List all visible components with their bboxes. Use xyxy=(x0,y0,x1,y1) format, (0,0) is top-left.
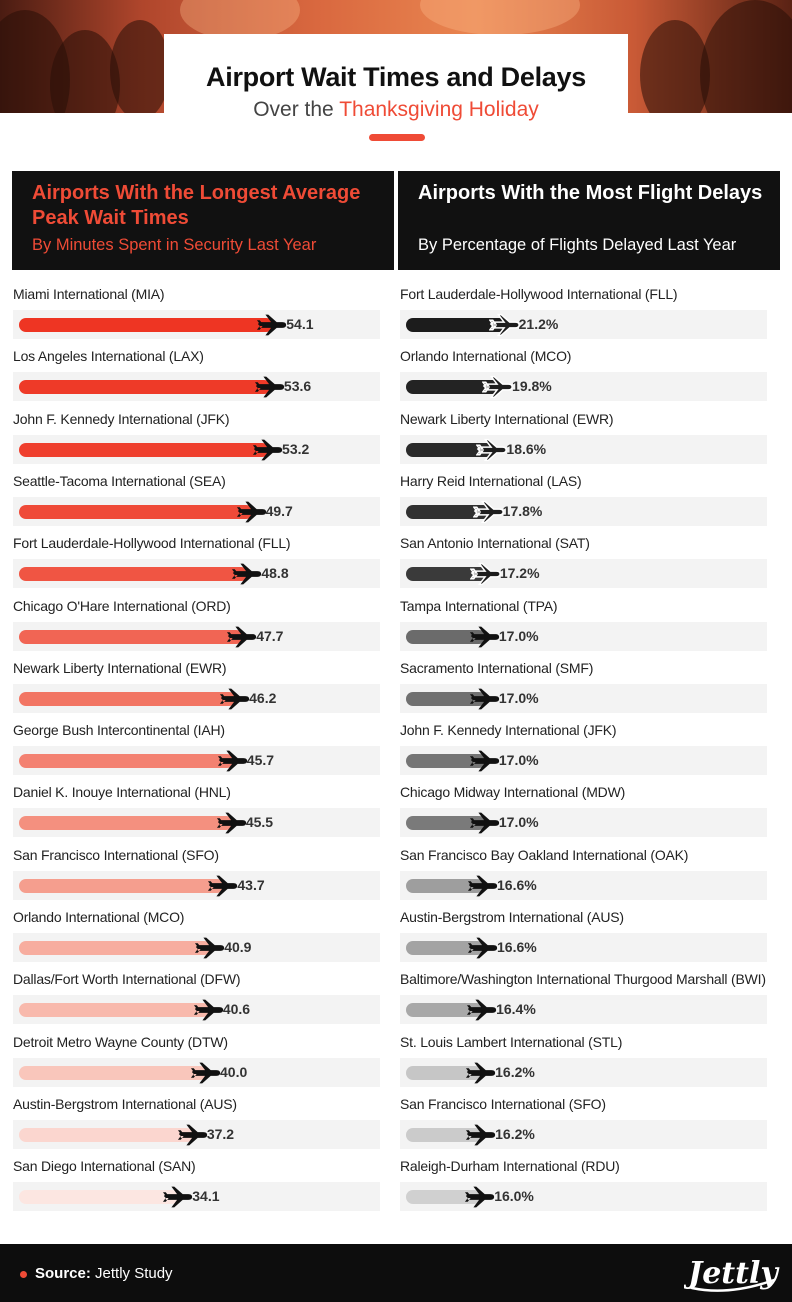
delays-bar-track xyxy=(400,871,767,900)
delays-plane-icon xyxy=(465,1122,497,1148)
wait-times-bar xyxy=(19,1128,194,1142)
wait-times-bar xyxy=(19,879,224,893)
wait-times-plane-icon xyxy=(254,374,286,400)
delays-title: Airports With the Most Flight Delays xyxy=(418,182,763,204)
delays-value-label: 17.0% xyxy=(498,814,539,831)
wait-times-bar xyxy=(19,941,211,955)
wait-times-bar-track xyxy=(13,808,380,837)
delays-category-label: San Francisco Bay Oakland International (OAK) xyxy=(400,846,689,863)
wait-times-panel-header xyxy=(12,171,394,270)
wait-times-category-label: San Diego International (SAN) xyxy=(13,1158,196,1175)
wait-times-bar-track xyxy=(13,684,380,713)
delays-value-label: 16.0% xyxy=(494,1188,534,1205)
delays-category-label: San Francisco International (SFO) xyxy=(400,1095,606,1112)
delays-value-label: 17.0% xyxy=(498,689,539,706)
wait-times-plane-icon xyxy=(193,997,225,1023)
wait-times-bar xyxy=(19,630,243,644)
wait-times-value-label: 45.5 xyxy=(245,814,274,831)
wait-times-value-label: 45.7 xyxy=(246,752,275,769)
source-note xyxy=(35,1265,173,1282)
delays-plane-icon xyxy=(489,312,521,338)
delays-value-label: 17.0% xyxy=(498,752,539,769)
wait-times-plane-icon xyxy=(252,437,284,463)
wait-times-plane-icon xyxy=(256,312,288,338)
delays-category-label: Baltimore/Washington International Thurgood Marshall (BWI) xyxy=(400,971,766,988)
delays-value-label: 17.8% xyxy=(502,502,543,519)
wait-times-bar xyxy=(19,443,269,457)
delays-bar-track xyxy=(400,684,767,713)
delays-value-label: 18.6% xyxy=(506,440,547,457)
wait-times-plane-icon xyxy=(219,686,251,712)
wait-times-plane-icon xyxy=(231,561,263,587)
delays-plane-icon xyxy=(467,873,499,899)
delays-plane-icon xyxy=(482,374,514,400)
delays-plane-icon xyxy=(469,748,501,774)
delays-bar-track xyxy=(400,1058,767,1087)
source-label: Source: xyxy=(35,1265,91,1282)
delays-value-label: 17.2% xyxy=(499,565,540,582)
delays-bar-track xyxy=(400,559,767,588)
delays-category-label: John F. Kennedy International (JFK) xyxy=(400,722,617,739)
subtitle-prefix: Over the xyxy=(253,98,340,121)
wait-times-category-label: Los Angeles International (LAX) xyxy=(13,348,204,365)
delays-plane-icon xyxy=(469,686,501,712)
delays-value-label: 16.2% xyxy=(495,1125,535,1142)
delays-category-label: Tampa International (TPA) xyxy=(400,597,558,614)
wait-times-bar xyxy=(19,318,273,332)
wait-times-category-label: Miami International (MIA) xyxy=(13,286,165,302)
delays-category-label: Chicago Midway International (MDW) xyxy=(400,784,626,801)
delays-panel-header xyxy=(398,171,780,270)
delays-value-label: 16.4% xyxy=(496,1001,536,1018)
delays-subtitle: By Percentage of Flights Delayed Last Year xyxy=(418,236,737,254)
title-divider xyxy=(369,134,425,141)
wait-times-value-label: 43.7 xyxy=(237,876,265,893)
wait-times-category-label: Seattle-Tacoma International (SEA) xyxy=(13,472,226,489)
wait-times-bar-track xyxy=(13,933,380,962)
wait-times-subtitle: By Minutes Spent in Security Last Year xyxy=(32,236,317,254)
delays-bar-track xyxy=(400,808,767,837)
wait-times-plane-icon xyxy=(226,624,258,650)
wait-times-bar xyxy=(19,754,234,768)
delays-value-label: 21.2% xyxy=(518,316,559,332)
delays-category-label: St. Louis Lambert International (STL) xyxy=(400,1033,623,1050)
wait-times-category-label: San Francisco International (SFO) xyxy=(13,846,219,863)
page-title: Airport Wait Times and Delays xyxy=(206,62,586,92)
wait-times-bar-track xyxy=(13,871,380,900)
source-bullet xyxy=(20,1271,27,1278)
delays-bar-track xyxy=(400,435,767,464)
delays-bar-track xyxy=(400,372,767,401)
wait-times-plane-icon xyxy=(217,748,249,774)
wait-times-bar-track xyxy=(13,622,380,651)
wait-times-bar-track xyxy=(13,559,380,588)
delays-category-label: Newark Liberty International (EWR) xyxy=(400,410,614,427)
wait-times-bar-track xyxy=(13,435,380,464)
delays-plane-icon xyxy=(467,935,499,961)
wait-times-value-label: 53.6 xyxy=(283,378,312,395)
wait-times-category-label: George Bush Intercontinental (IAH) xyxy=(13,722,225,739)
subtitle-accent: Thanksgiving Holiday xyxy=(339,98,539,121)
delays-plane-icon xyxy=(476,437,508,463)
delays-plane-icon xyxy=(466,997,498,1023)
wait-times-plane-icon xyxy=(162,1184,194,1210)
wait-times-bar-track xyxy=(13,1120,380,1149)
wait-times-value-label: 40.6 xyxy=(222,1001,251,1018)
wait-times-value-label: 49.7 xyxy=(265,502,293,519)
wait-times-value-label: 53.2 xyxy=(282,440,310,457)
source-value: Jettly Study xyxy=(90,1265,173,1282)
wait-times-bar-track xyxy=(13,746,380,775)
wait-times-value-label: 34.1 xyxy=(192,1188,220,1205)
wait-times-plane-icon xyxy=(236,499,268,525)
delays-plane-icon xyxy=(469,624,501,650)
wait-times-bar xyxy=(19,1003,210,1017)
delays-category-label: Sacramento International (SMF) xyxy=(400,659,594,676)
wait-times-bar xyxy=(19,816,233,830)
delays-bar-track xyxy=(400,622,767,651)
delays-value-label: 19.8% xyxy=(512,378,552,395)
wait-times-bar-track xyxy=(13,1182,380,1211)
wait-times-bar-track xyxy=(13,310,380,339)
wait-times-value-label: 37.2 xyxy=(206,1125,235,1142)
wait-times-category-label: Detroit Metro Wayne County (DTW) xyxy=(13,1033,228,1050)
footer xyxy=(0,1244,792,1302)
delays-bar-track xyxy=(400,1182,767,1211)
wait-times-bar xyxy=(19,380,271,394)
delays-category-label: Harry Reid International (LAS) xyxy=(400,472,582,489)
delays-plane-icon xyxy=(470,561,502,587)
wait-times-value-label: 40.0 xyxy=(220,1063,248,1080)
delays-category-label: Orlando International (MCO) xyxy=(400,348,572,365)
delays-category-label: Raleigh-Durham International (RDU) xyxy=(400,1158,620,1175)
wait-times-category-label: Fort Lauderdale-Hollywood International (FLL) xyxy=(13,535,291,552)
wait-times-bar xyxy=(19,567,248,581)
delays-plane-icon xyxy=(465,1060,497,1086)
wait-times-bar-track xyxy=(13,1058,380,1087)
wait-times-value-label: 40.9 xyxy=(224,939,252,955)
wait-times-category-label: Chicago O'Hare International (ORD) xyxy=(13,597,231,614)
wait-times-bar xyxy=(19,1190,179,1204)
wait-times-bar-track xyxy=(13,497,380,526)
wait-times-category-label: John F. Kennedy International (JFK) xyxy=(13,410,230,427)
wait-times-value-label: 54.1 xyxy=(286,316,314,332)
delays-bar-track xyxy=(400,1120,767,1149)
delays-category-label: Austin-Bergstrom International (AUS) xyxy=(400,909,624,925)
wait-times-value-label: 48.8 xyxy=(261,565,289,582)
wait-times-category-label: Dallas/Fort Worth International (DFW) xyxy=(13,971,241,988)
wait-times-category-label: Daniel K. Inouye International (HNL) xyxy=(13,784,231,801)
wait-times-value-label: 46.2 xyxy=(249,689,277,706)
wait-times-title: Airports With the Longest Average Peak Wait Times xyxy=(32,182,361,229)
delays-bar-track xyxy=(400,746,767,775)
delays-category-label: San Antonio International (SAT) xyxy=(400,535,590,552)
delays-plane-icon xyxy=(473,499,505,525)
wait-times-bar xyxy=(19,1066,207,1080)
page-subtitle xyxy=(164,98,628,122)
delays-value-label: 16.6% xyxy=(497,876,537,893)
delays-bar-track xyxy=(400,310,767,339)
wait-times-bar-track xyxy=(13,372,380,401)
delays-plane-icon xyxy=(469,810,501,836)
wait-times-plane-icon xyxy=(190,1060,222,1086)
jettly-logo xyxy=(684,1250,780,1296)
wait-times-plane-icon xyxy=(216,810,248,836)
wait-times-category-label: Orlando International (MCO) xyxy=(13,909,185,925)
delays-value-label: 16.2% xyxy=(495,1063,535,1080)
title-card xyxy=(164,34,628,156)
wait-times-plane-icon xyxy=(177,1122,209,1148)
wait-times-value-label: 47.7 xyxy=(256,627,284,644)
delays-category-label: Fort Lauderdale-Hollywood International (FLL) xyxy=(400,286,678,302)
delays-value-label: 17.0% xyxy=(498,627,539,644)
delays-bar-track xyxy=(400,995,767,1024)
delays-value-label: 16.6% xyxy=(497,939,537,955)
wait-times-category-label: Newark Liberty International (EWR) xyxy=(13,659,227,676)
delays-bar-track xyxy=(400,497,767,526)
wait-times-plane-icon xyxy=(194,935,226,961)
wait-times-bar xyxy=(19,692,236,706)
delays-bar-track xyxy=(400,933,767,962)
delays-plane-icon xyxy=(464,1184,496,1210)
wait-times-plane-icon xyxy=(207,873,239,899)
wait-times-bar xyxy=(19,505,253,519)
jettly-logo-text: Jettly xyxy=(688,1256,778,1291)
wait-times-category-label: Austin-Bergstrom International (AUS) xyxy=(13,1095,237,1112)
wait-times-bar-track xyxy=(13,995,380,1024)
